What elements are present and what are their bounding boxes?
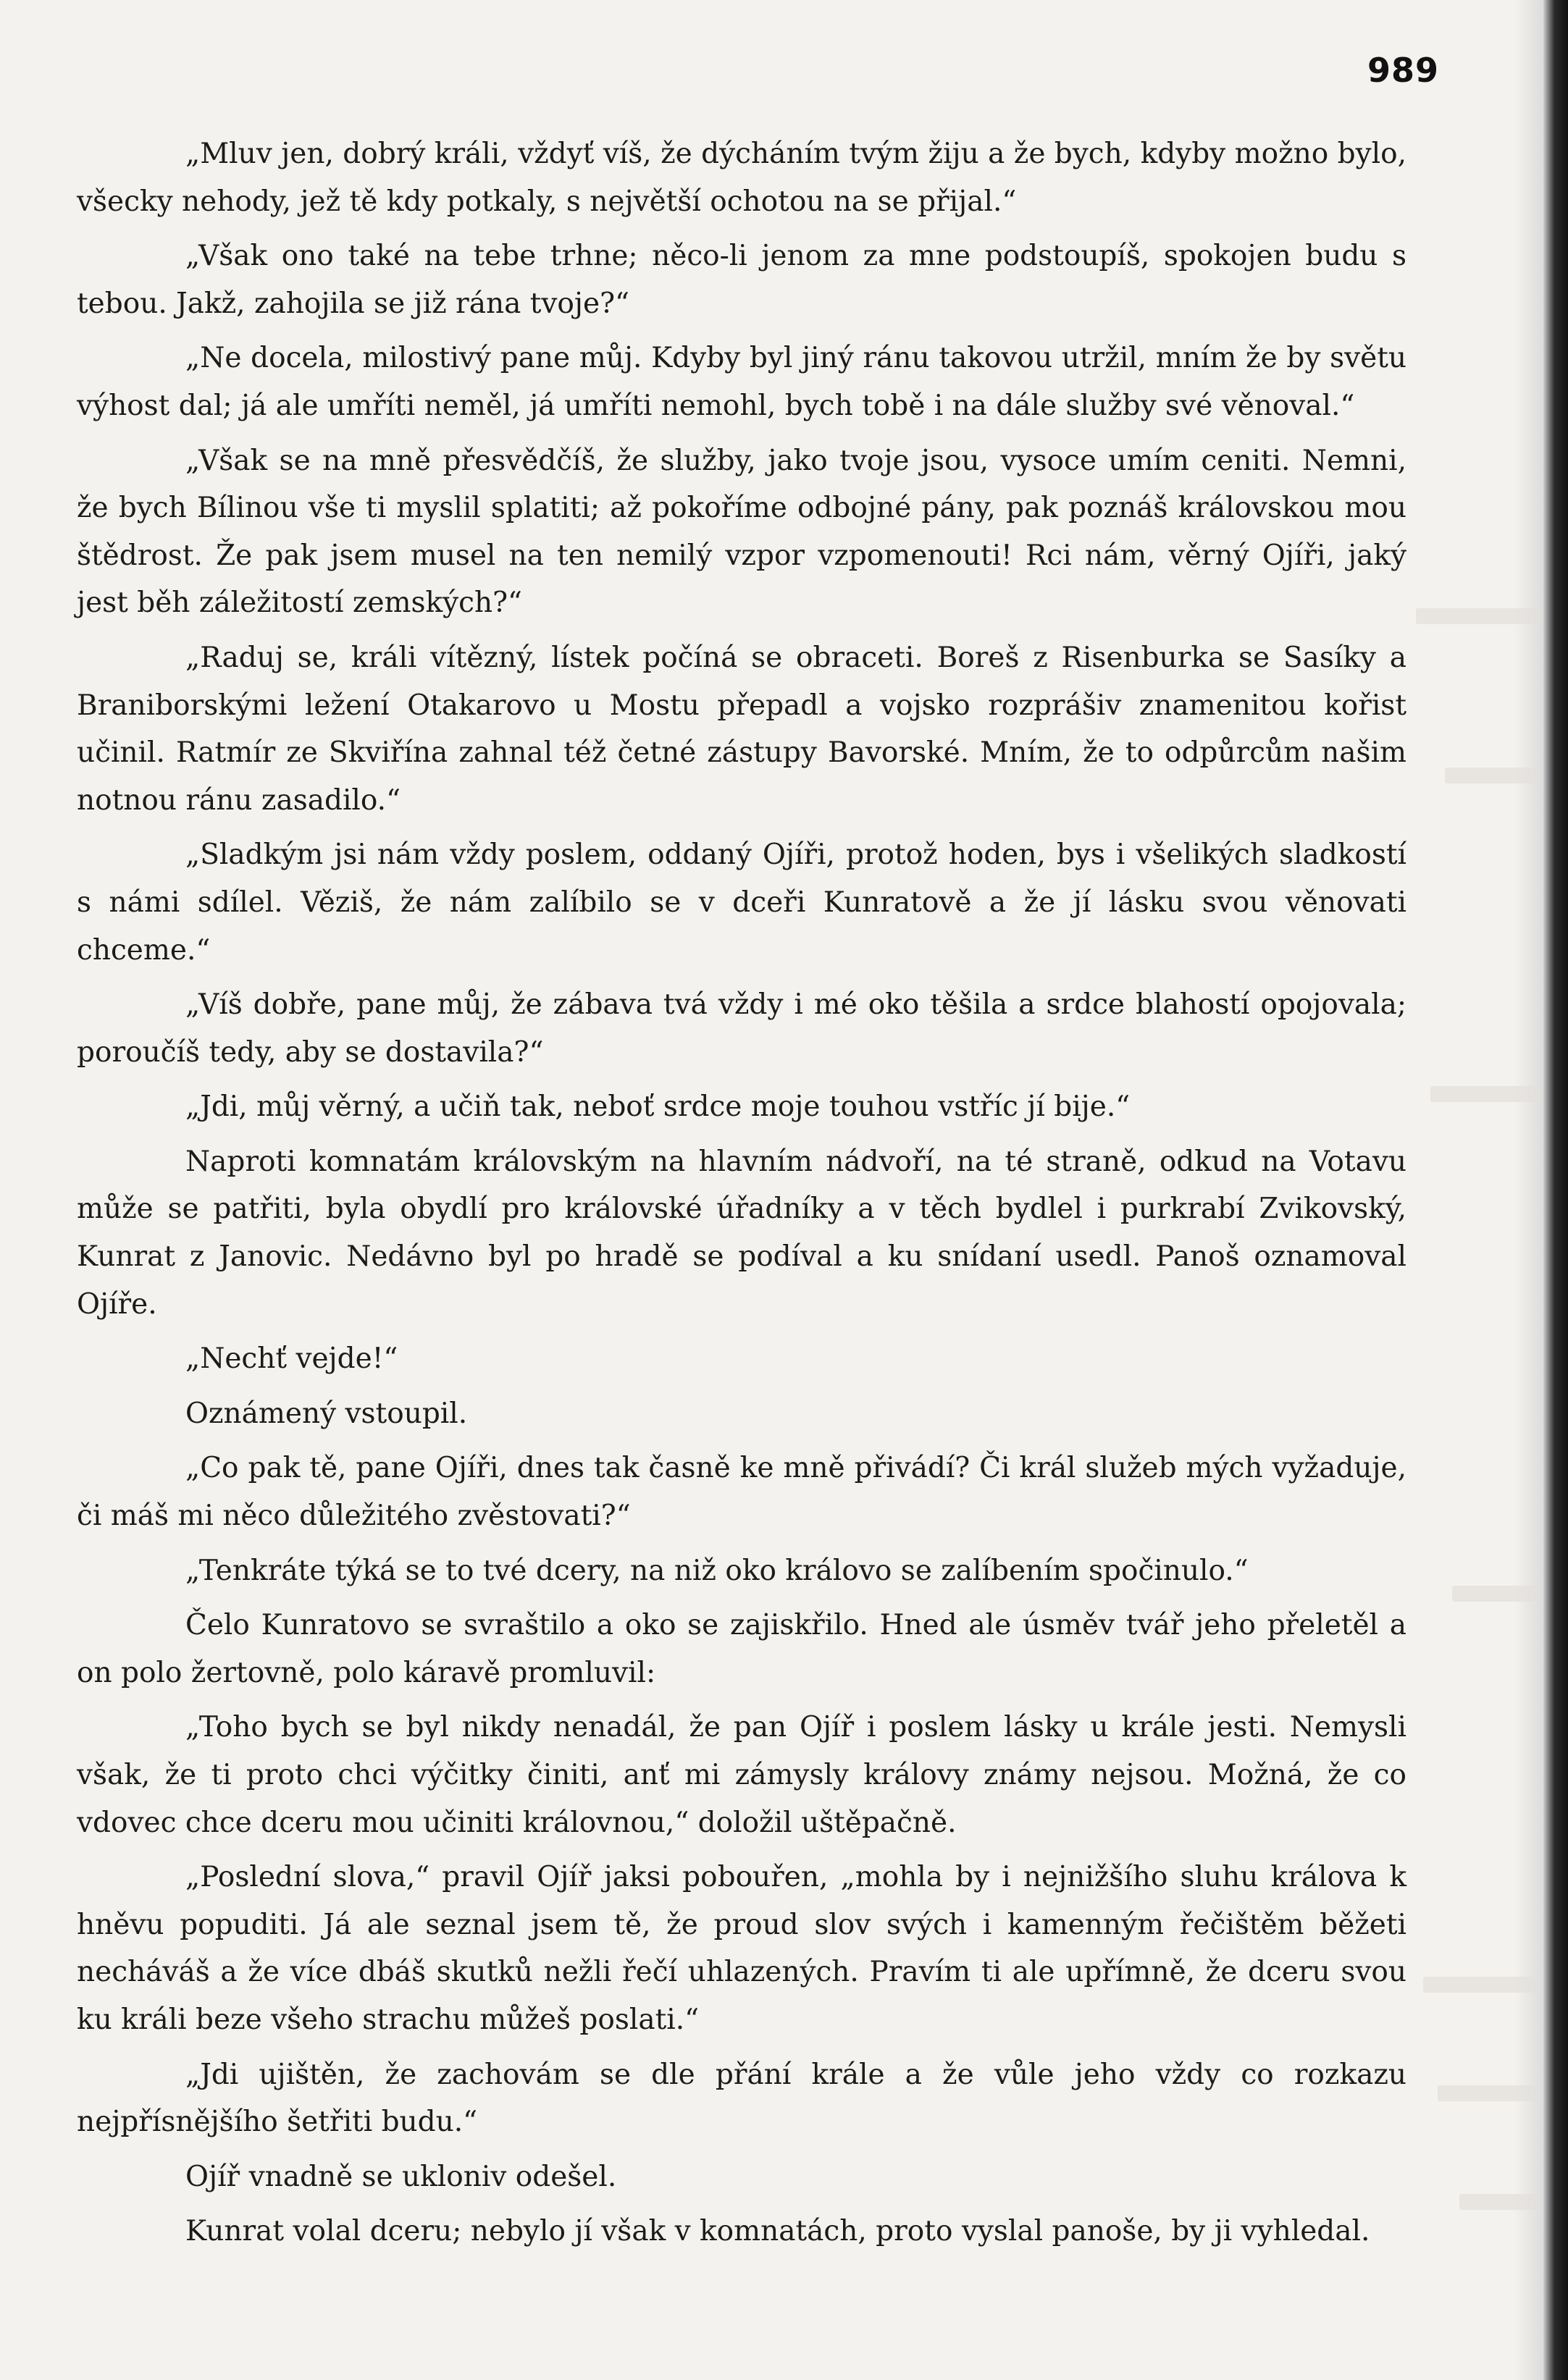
paragraph: Ojíř vnadně se ukloniv odešel. <box>185 2160 617 2193</box>
paragraph: „Toho bych se byl nikdy nenadál, že pan Ojíř i poslem lásky u krále jesti. Nemysli však, že ti proto chci výčitky činiti, anť mi zámysly královy známy nejsou. Možná, že co vdovec chce dceru mou učiniti královnou,“ doložil uštěpačně. <box>77 1711 1406 1839</box>
paragraph: „Však ono také na tebe trhne; něco-li jenom za mne podstoupíš, spokojen budu s tebou. Jakž, zahojila se již rána tvoje?“ <box>77 240 1406 320</box>
paragraph: „Ne docela, milostivý pane můj. Kdyby byl jiný ránu takovou utržil, mním že by světu výhost dal; já ale umříti neměl, já umříti nemohl, bych tobě i na dále služby své věnoval.“ <box>77 342 1406 422</box>
bleed-through-mark <box>1445 768 1539 783</box>
binding-edge <box>1543 0 1568 2380</box>
bleed-through-mark <box>1423 1977 1539 1993</box>
bleed-through-mark <box>1416 608 1539 624</box>
paragraph: Naproti komnatám královským na hlavním nádvoří, na té straně, odkud na Votavu může se patřiti, byla obydlí pro královské úřadníky a v těch bydlel i purkrabí Zvikovský, Kunrat z Janovic. Nedávno byl po hradě se podíval a ku snídaní usedl. Panoš oznamoval Ojíře. <box>77 1145 1406 1321</box>
bleed-through-mark <box>1438 2085 1539 2101</box>
bleed-through-mark <box>1430 1086 1539 1102</box>
paragraph: Kunrat volal dceru; nebylo jí však v komnatách, proto vyslal panoše, by ji vyhledal. <box>185 2215 1370 2248</box>
paragraph: „Však se na mně přesvědčíš, že služby, jako tvoje jsou, vysoce umím ceniti. Nemni, že bych Bílinou vše ti myslil splatiti; až pokoříme odbojné pány, pak poznáš královskou mou štědrost. Že pak jsem musel na ten nemilý vzpor vzpomenouti! Rci nám, věrný Ojíři, jaký jest běh záležitostí zemských?“ <box>77 444 1406 620</box>
paragraph: „Jdi, můj věrný, a učiň tak, neboť srdce moje touhou vstříc jí bije.“ <box>185 1090 1131 1124</box>
paragraph: „Mluv jen, dobrý králi, vždyť víš, že dýcháním tvým žiju a že bych, kdyby možno bylo, všecky nehody, jež tě kdy potkaly, s největší ochotou na se přijal.“ <box>77 138 1406 218</box>
paragraph: „Víš dobře, pane můj, že zábava tvá vždy i mé oko těšila a srdce blahostí opojovala; poroučíš tedy, aby se dostavila?“ <box>77 988 1406 1069</box>
paragraph: Čelo Kunratovo se svraštilo a oko se zajiskřilo. Hned ale úsměv tvář jeho přeletěl a on polo žertovně, polo káravě promluvil: <box>77 1609 1406 1689</box>
paragraph: Oznámený vstoupil. <box>185 1397 468 1430</box>
paragraph: „Nechť vejde!“ <box>185 1342 398 1376</box>
page-edge-shadow <box>1514 0 1543 2380</box>
paragraph: „Sladkým jsi nám vždy poslem, oddaný Ojíři, protož hoden, bys i všelikých sladkostí s námi sdílel. Věziš, že nám zalíbilo se v dceři Kunratově a že jí lásku svou věnovati chceme.“ <box>77 838 1406 967</box>
paragraph: „Jdi ujištěn, že zachovám se dle přání krále a že vůle jeho vždy co rozkazu nejpřísnějšího šetřiti budu.“ <box>77 2058 1406 2139</box>
paragraph: „Tenkráte týká se to tvé dcery, na niž oko královo se zalíbením spočinulo.“ <box>185 1554 1249 1587</box>
bleed-through-mark <box>1452 1586 1539 1602</box>
paragraph: „Co pak tě, pane Ojíři, dnes tak časně ke mně přivádí? Či král služeb mých vyžaduje, či máš mi něco důležitého zvěstovati?“ <box>77 1452 1406 1533</box>
paragraph: „Poslední slova,“ pravil Ojíř jaksi pobouřen, „mohla by i nejnižšího sluhu králova k hněvu popuditi. Já ale seznal jsem tě, že proud slov svých i kamenným řečištěm běžeti necháváš a že více dbáš skutků nežli řečí uhlazených. Pravím ti ale upřímně, že dceru svou ku králi beze všeho strachu můžeš poslati.“ <box>77 1861 1406 2036</box>
page-number: 989 <box>1367 51 1440 90</box>
bleed-through-mark <box>1459 2194 1539 2210</box>
body-text <box>77 130 1406 2255</box>
paragraph: „Raduj se, králi vítězný, lístek počíná se obraceti. Boreš z Risenburka se Sasíky a Braniborskými ležení Otakarovo u Mostu přepadl a vojsko rozprášiv znamenitou kořist učinil. Ratmír ze Skviřína zahnal též četné zástupy Bavorské. Mním, že to odpůrcům našim notnou ránu zasadilo.“ <box>77 641 1406 817</box>
